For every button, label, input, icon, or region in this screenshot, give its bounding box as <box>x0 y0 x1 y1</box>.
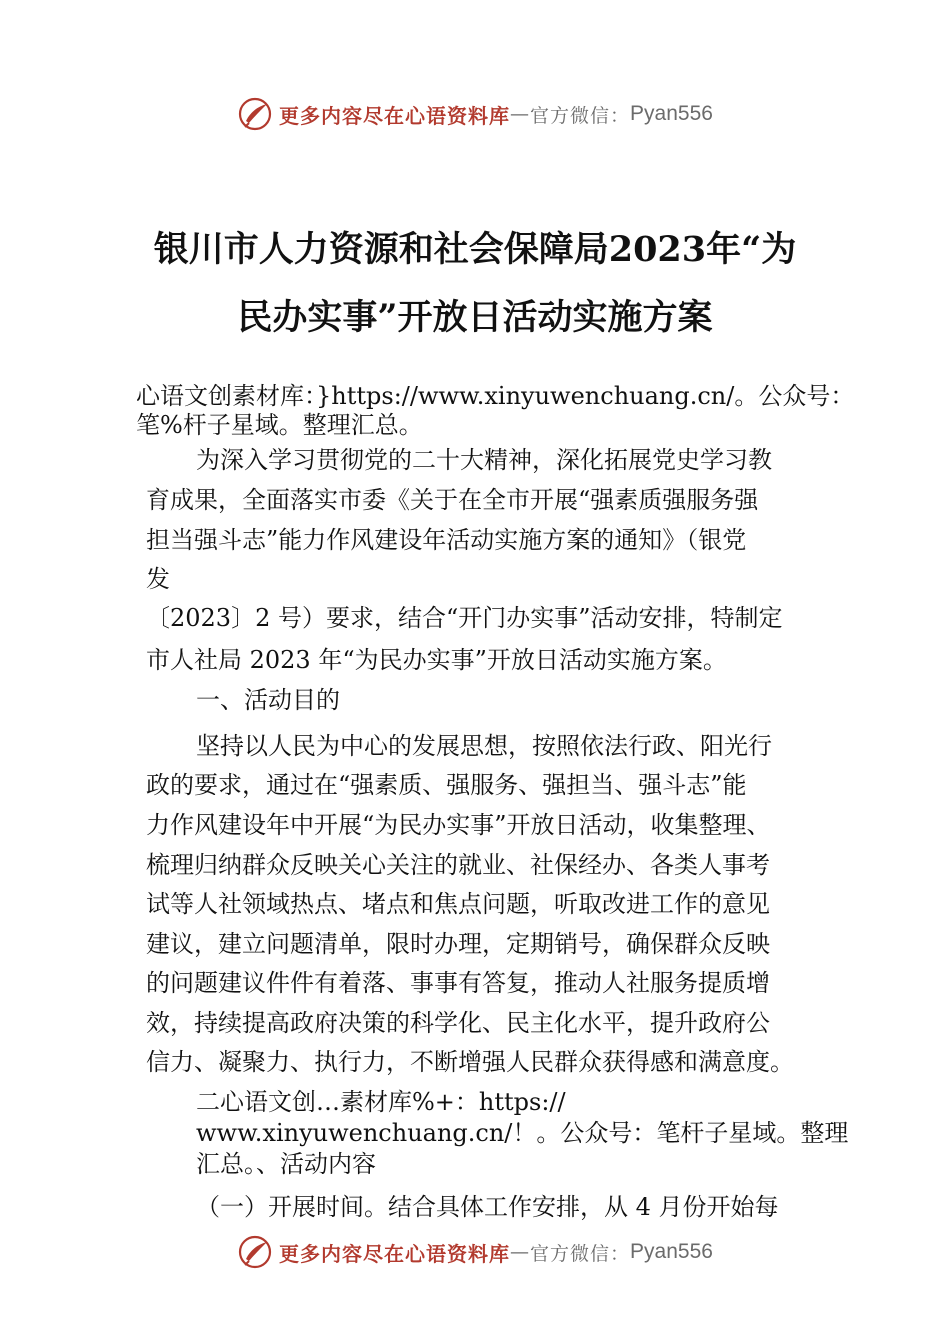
paragraph-line: 梳理归纳群众反映关心关注的就业、社保经办、各类人事考 <box>146 851 770 879</box>
paragraph-line: （一）开展时间。结合具体工作安排，从 4 月份开始每 <box>196 1193 779 1221</box>
paragraph-line: 政的要求，通过在“强素质、强服务、强担当、强斗志”能 <box>146 771 747 799</box>
paragraph-line: 〔2023〕2 号）要求，结合“开门办实事”活动安排，特制定 <box>146 604 783 632</box>
paragraph-line: 的问题建议件件有着落、事事有答复，推动人社服务提质增 <box>146 969 770 997</box>
paragraph-line: 效，持续提高政府决策的科学化、民主化水平，提升政府公 <box>146 1009 770 1037</box>
paragraph-line: 建议，建立问题清单，限时办理，定期销号，确保群众反映 <box>146 930 770 958</box>
brand-logo-icon <box>237 1234 273 1270</box>
header-watermark <box>0 94 950 134</box>
banner-wechat-label: 官方微信： <box>530 1242 631 1265</box>
banner-wechat-label: 官方微信： <box>530 104 631 127</box>
paragraph-line: 担当强斗志”能力作风建设年活动实施方案的通知》（银党 <box>146 526 747 554</box>
banner-wechat-id: Pyan556 <box>630 1240 713 1263</box>
paragraph-line: 市人社局 2023 年“为民办实事”开放日活动实施方案。 <box>146 646 727 674</box>
section-heading-line3: 汇总。、活动内容 <box>196 1150 376 1178</box>
banner-dash: — <box>510 103 531 125</box>
paragraph-line: 发 <box>146 565 170 593</box>
section-heading-line1: 二心语文创…素材库%+：https:// <box>196 1088 566 1116</box>
banner-wechat-id: Pyan556 <box>630 102 713 125</box>
document-title-line2: 民办实事”开放日活动实施方案 <box>237 297 713 338</box>
paragraph-line: 试等人社领域热点、堵点和焦点问题，听取改进工作的意见 <box>146 890 770 918</box>
document-title-line1: 银川市人力资源和社会保障局2023年“为 <box>153 229 797 270</box>
source-note-line2: 笔%杆子星域。整理汇总。 <box>136 411 423 439</box>
source-note-text: 心语文创素材库：}https://www.xinyuwenchuang.cn/。公众号： <box>136 382 855 410</box>
paragraph-line: 信力、凝聚力、执行力，不断增强人民群众获得感和满意度。 <box>146 1048 794 1076</box>
paragraph-line: 力作风建设年中开展“为民办实事”开放日活动，收集整理、 <box>146 811 771 839</box>
paragraph-line: 坚持以人民为中心的发展思想，按照依法行政、阳光行 <box>196 732 772 760</box>
banner-text: 更多内容尽在心语资料库 <box>279 103 511 128</box>
brand-logo-icon <box>237 96 273 132</box>
banner-text: 更多内容尽在心语资料库 <box>279 1241 511 1266</box>
banner-dash: — <box>510 1241 531 1263</box>
paragraph-line: 育成果，全面落实市委《关于在全市开展“强素质强服务强 <box>146 486 759 514</box>
section-heading-line2: www.xinyuwenchuang.cn/！。公众号：笔杆子星域。整理 <box>196 1119 849 1147</box>
footer-watermark <box>0 1232 950 1272</box>
paragraph-line: 为深入学习贯彻党的二十大精神，深化拓展党史学习教 <box>196 446 772 474</box>
section-heading: 一、活动目的 <box>196 686 340 714</box>
